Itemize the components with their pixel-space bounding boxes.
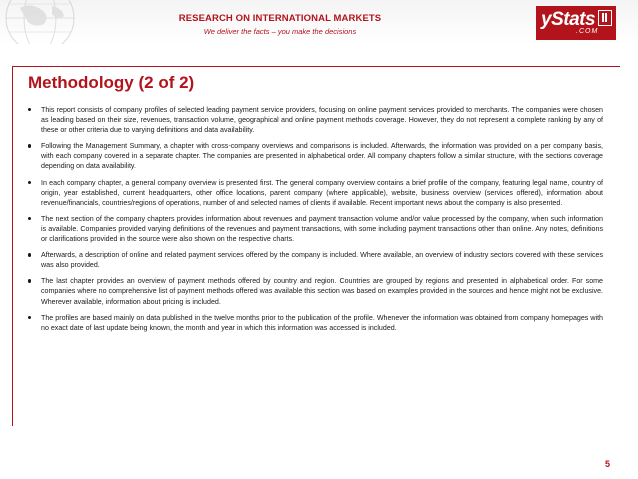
bullet-icon <box>28 217 31 220</box>
list-item <box>28 250 603 270</box>
bullet-icon <box>28 316 31 319</box>
bullet-text: Following the Management Summary, a chapter with cross-company overviews and comparisons is included. Afterwards, the information was provided on a per company basis, with each company covered in a separate chapter. The companies are presented in alphabetical order. All company chapters follow a similar structure, with the sections coverage depending on data availability. <box>41 142 603 171</box>
bullet-text: The last chapter provides an overview of payment methods offered by country and region. Countries are grouped by regions and presented in alphabetical order. For some companies where no comprehensive list of payment methods offered was available this section was based on examples provided in the sources and hence might not be exclusive. Wherever available, information about pricing is included. <box>41 277 603 306</box>
bullet-text: In each company chapter, a general company overview is presented first. The general company overview contains a brief profile of the company, featuring legal name, country of origin, year established, current headquarters, other office locations, parent company (where applicable), website, business overview (services offered), information about revenue/financials, countries/regions of operations, number of and selected names of clients if available. Recent important news about the company is also presented. <box>41 178 603 207</box>
bullet-icon <box>28 279 31 282</box>
bullet-text: This report consists of company profiles of selected leading payment service providers, focusing on online payment services provided to merchants. The companies were chosen as leading based on their size, revenues, transaction volume, geographical and online payment methods coverage. However, they do not represent a complete ranking by any of these or other criteria due to varying definitions and data availability. <box>41 106 603 135</box>
list-item <box>28 276 603 306</box>
page-header <box>0 0 638 44</box>
bullet-text: The next section of the company chapters provides information about revenues and payment transaction volume and/or value processed by the company, when such information is available. Companies provided varying definitions of the revenues and payment transactions, with some including payment transactions other than online. Any notes, definitions or clarifications provided in the source were also shown on the respective charts. <box>41 214 603 244</box>
side-divider <box>12 66 13 426</box>
title-divider <box>12 66 620 67</box>
bullet-icon <box>28 144 31 147</box>
list-item <box>28 214 603 244</box>
list-item <box>28 105 603 135</box>
logo-domain: .COM <box>576 28 599 35</box>
methodology-list <box>28 105 603 339</box>
logo-text: yStats <box>541 9 596 30</box>
bullet-icon <box>28 253 31 256</box>
list-item <box>28 141 603 171</box>
header-title: RESEARCH ON INTERNATIONAL MARKETS <box>178 13 382 24</box>
page-number: 5 <box>605 459 611 469</box>
bullet-text: Afterwards, a description of online and related payment services offered by the company is included. Where available, an overview of industry sectors covered with these services was also provided. <box>41 251 603 270</box>
bullet-icon <box>28 108 31 111</box>
ystats-logo <box>536 6 616 40</box>
page-title: Methodology (2 of 2) <box>28 73 195 92</box>
bullet-text: The profiles are based mainly on data published in the twelve months prior to the publication of the profile. Whenever the information was obtained from company homepages with no exact date of last update being known, the month and year in which this information was accessed is included. <box>41 313 603 332</box>
list-item <box>28 313 603 333</box>
logo-mark-icon <box>598 10 612 26</box>
bullet-icon <box>28 181 31 184</box>
list-item <box>28 178 603 208</box>
header-subtitle: We deliver the facts – you make the decisions <box>203 27 357 36</box>
